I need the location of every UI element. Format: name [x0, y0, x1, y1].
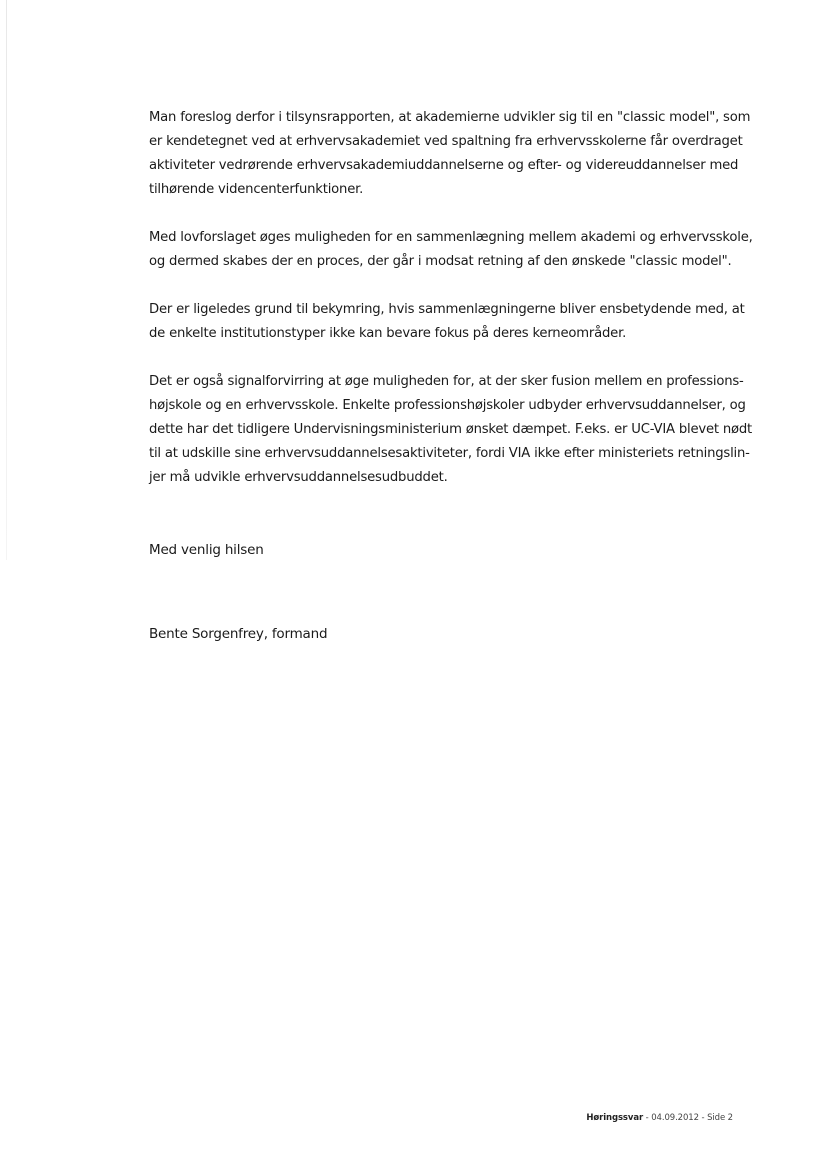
- footer-date: 04.09.2012: [651, 1113, 699, 1123]
- paragraph-line: Man foreslog derfor i tilsynsrapporten, at akademierne udvikler sig til en "classic model", som: [149, 110, 751, 125]
- paragraph-signalforvirring: [149, 370, 753, 490]
- paragraph-lovforslaget: [149, 226, 753, 274]
- paragraph-line: Det er også signalforvirring at øge muligheden for, at der sker fusion mellem en professions-: [149, 374, 744, 389]
- paragraph-line: er kendetegnet ved at erhvervsakademiet ved spaltning fra erhvervsskolerne får overdraget: [149, 134, 743, 149]
- scan-edge-shadow: [6, 0, 7, 560]
- footer-page-number: Side 2: [707, 1113, 733, 1123]
- signature-line: Bente Sorgenfrey, formand: [149, 626, 328, 642]
- footer-separator: -: [701, 1113, 708, 1123]
- paragraph-line: Med lovforslaget øges muligheden for en sammenlægning mellem akademi og erhvervsskole,: [149, 230, 753, 245]
- paragraph-line: tilhørende videncenterfunktioner.: [149, 182, 364, 197]
- letter-body: [149, 106, 753, 514]
- closing-greeting: Med venlig hilsen: [149, 542, 264, 558]
- paragraph-line: og dermed skabes der en proces, der går i modsat retning af den ønskede "classic model".: [149, 254, 732, 269]
- paragraph-classic-model: [149, 106, 749, 202]
- paragraph-line: til at udskille sine erhvervsuddannelsesaktiviteter, fordi VIA ikke efter ministeriets retningslin-: [149, 446, 750, 461]
- paragraph-bekymring: [149, 298, 749, 346]
- paragraph-line: aktiviteter vedrørende erhvervsakademiuddannelserne og efter- og videreuddannelser med: [149, 158, 739, 173]
- footer-separator: -: [645, 1113, 652, 1123]
- footer-document-label: Høringssvar: [586, 1113, 644, 1123]
- page-footer: [586, 1113, 733, 1123]
- paragraph-line: de enkelte institutionstyper ikke kan bevare fokus på deres kerneområder.: [149, 326, 627, 341]
- paragraph-line: Der er ligeledes grund til bekymring, hvis sammenlægningerne bliver ensbetydende med, at: [149, 302, 745, 317]
- paragraph-line: dette har det tidligere Undervisningsministerium ønsket dæmpet. F.eks. er UC-VIA blevet nødt: [149, 422, 753, 437]
- paragraph-line: jer må udvikle erhvervsuddannelsesudbuddet.: [149, 470, 448, 485]
- paragraph-line: højskole og en erhvervsskole. Enkelte professionshøjskoler udbyder erhvervsuddannelser, og: [149, 398, 746, 413]
